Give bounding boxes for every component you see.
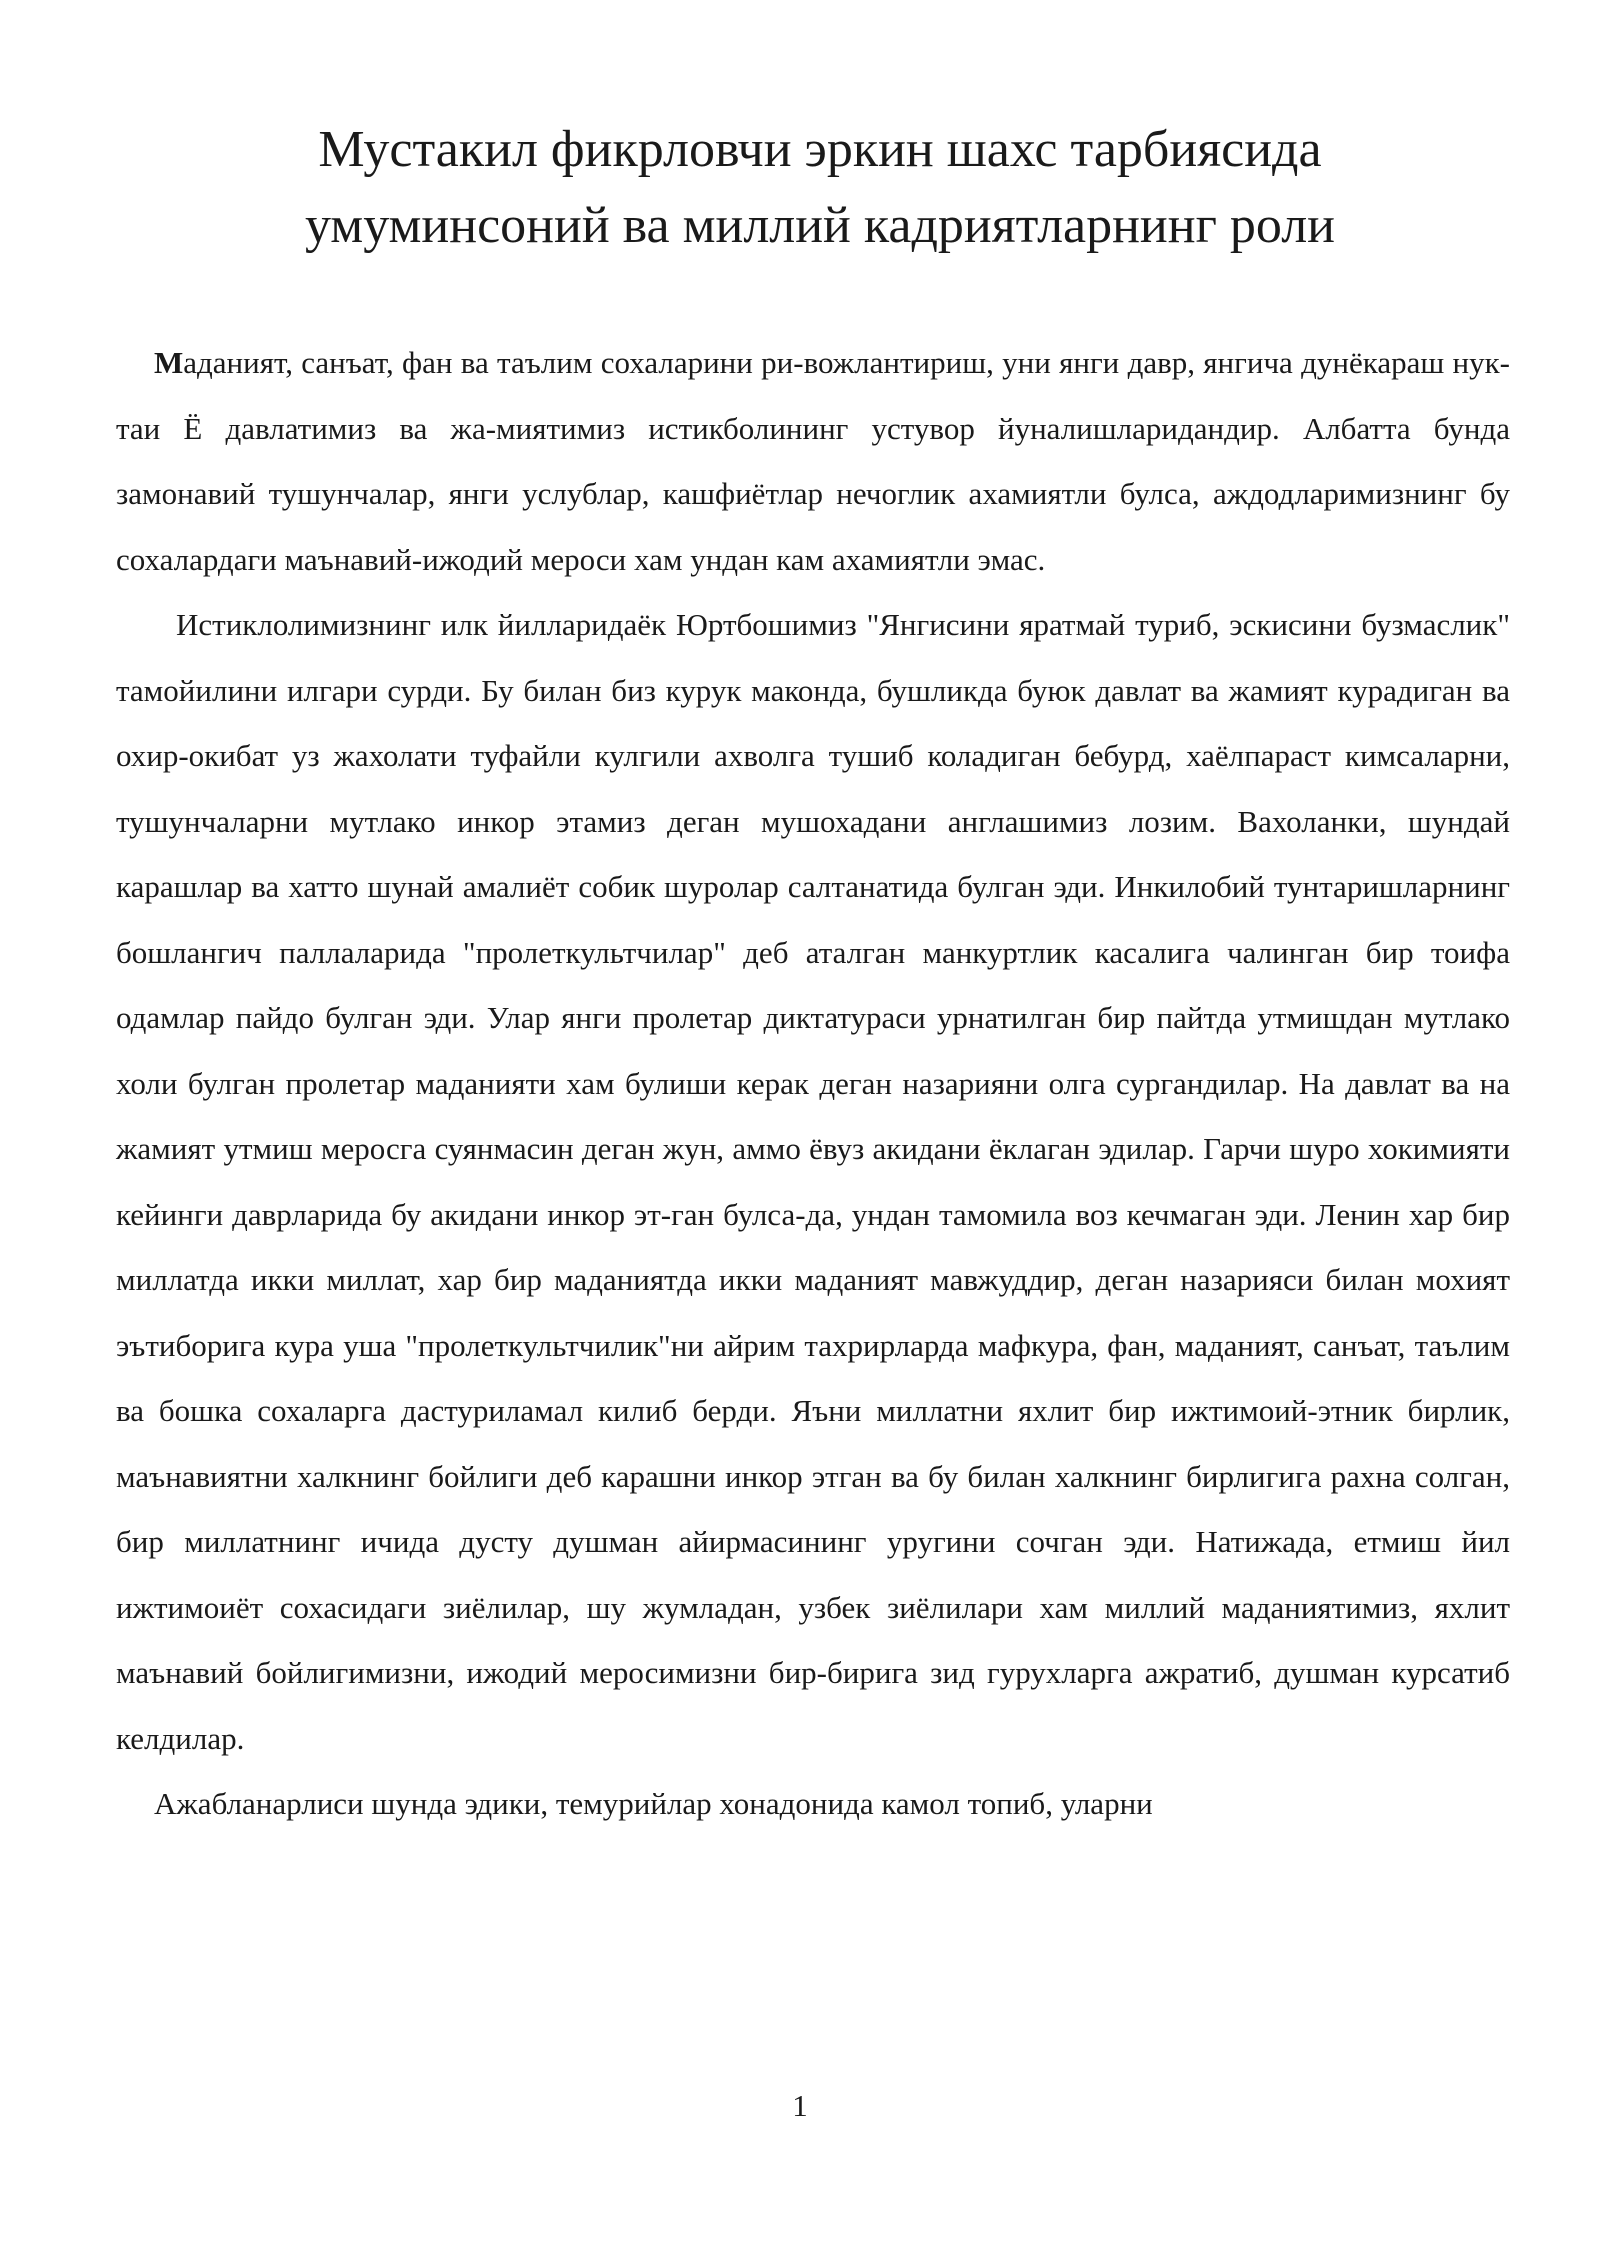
paragraph-1-initial: М: [154, 345, 184, 380]
page-number: 1: [792, 2088, 808, 2123]
paragraph-3: [116, 1771, 1510, 1837]
title-line-1: Мустакил фикрловчи эркин шахс тарбиясида: [318, 121, 1322, 178]
document-body: [116, 330, 1510, 1837]
title-line-2: умуминсоний ва миллий кадриятларнинг роли: [304, 197, 1336, 254]
document-title: [120, 112, 1520, 264]
paragraph-2-text: Истиклолимизнинг илк йилларидаёк Юртбошимиз "Янгисини яратмай туриб, эскисини бузмаслик" тамойилини илгари сурди. Бу билан биз курук маконда, бушликда буюк давлат ва жамият курадиган ва охир-окибат уз жахолати туфайли кулгили ахволга тушиб коладиган бебурд, хаёлпараст кимсаларни, тушунчаларни мутлако инкор этамиз деган мушохадани англашимиз лозим. Вахоланки, шундай карашлар ва хатто шунай амалиёт собик шуролар салтанатида булган эди. Инкилобий тунтаришларнинг бошлангич паллаларида "пролеткультчилар" деб аталган манкуртлик касалига чалинган бир тоифа одамлар пайдо булган эди. Улар янги пролетар диктатураси урнатилган бир пайтда утмишдан мутлако холи булган пролетар маданияти хам булиши керак деган назарияни олга сургандилар. На давлат ва на жамият утмиш меросга суянмасин деган жун, аммо ёвуз акидани ёклаган эдилар. Гарчи шуро хокимияти кейинги даврларида бу акидани инкор эт-ган булса-да, ундан тамомила воз кечмаган эди. Ленин хар бир миллатда икки миллат, хар бир маданиятда икки маданият мавжуддир, деган назарияси билан мохият эътиборига кура уша "пролеткультчилик"ни айрим тахрирларда мафкура, фан, маданият, санъат, таълим ва бошка сохаларга дастуриламал килиб берди. Яъни миллатни яхлит бир ижтимоий-этник бирлик, маънавиятни халкнинг бойлиги деб карашни инкор этган ва бу билан халкнинг бирлигига рахна солган, бир миллатнинг ичида дусту душман айирмасининг уругини сочган эди. Натижада, етмиш йил ижтимоиёт сохасидаги зиёлилар, шу жумладан, узбек зиёлилари хам миллий маданиятимиз, яхлит маънавий бойлигимизни, ижодий меросимизни бир-бирига зид гурухларга ажратиб, душман курсатиб келдилар.: [116, 607, 1510, 1756]
paragraph-2: [116, 592, 1510, 1771]
paragraph-1-text: аданият, санъат, фан ва таълим сохаларини ри-вожлантириш, уни янги давр, янгича дунёкараш нук-таи Ё давлатимиз ва жа-миятимиз истикболининг устувор йуналишларидандир. Албатта бунда замонавий тушунчалар, янги услублар, кашфиётлар нечоглик ахамиятли булса, аждодларимизнинг бу сохалардаги маънавий-ижодий мероси хам ундан кам ахамиятли эмас.: [116, 345, 1510, 577]
paragraph-1: [116, 330, 1510, 592]
paragraph-3-text: Ажабланарлиси шунда эдики, темурийлар хонадонида камол топиб, уларни: [154, 1786, 1153, 1821]
